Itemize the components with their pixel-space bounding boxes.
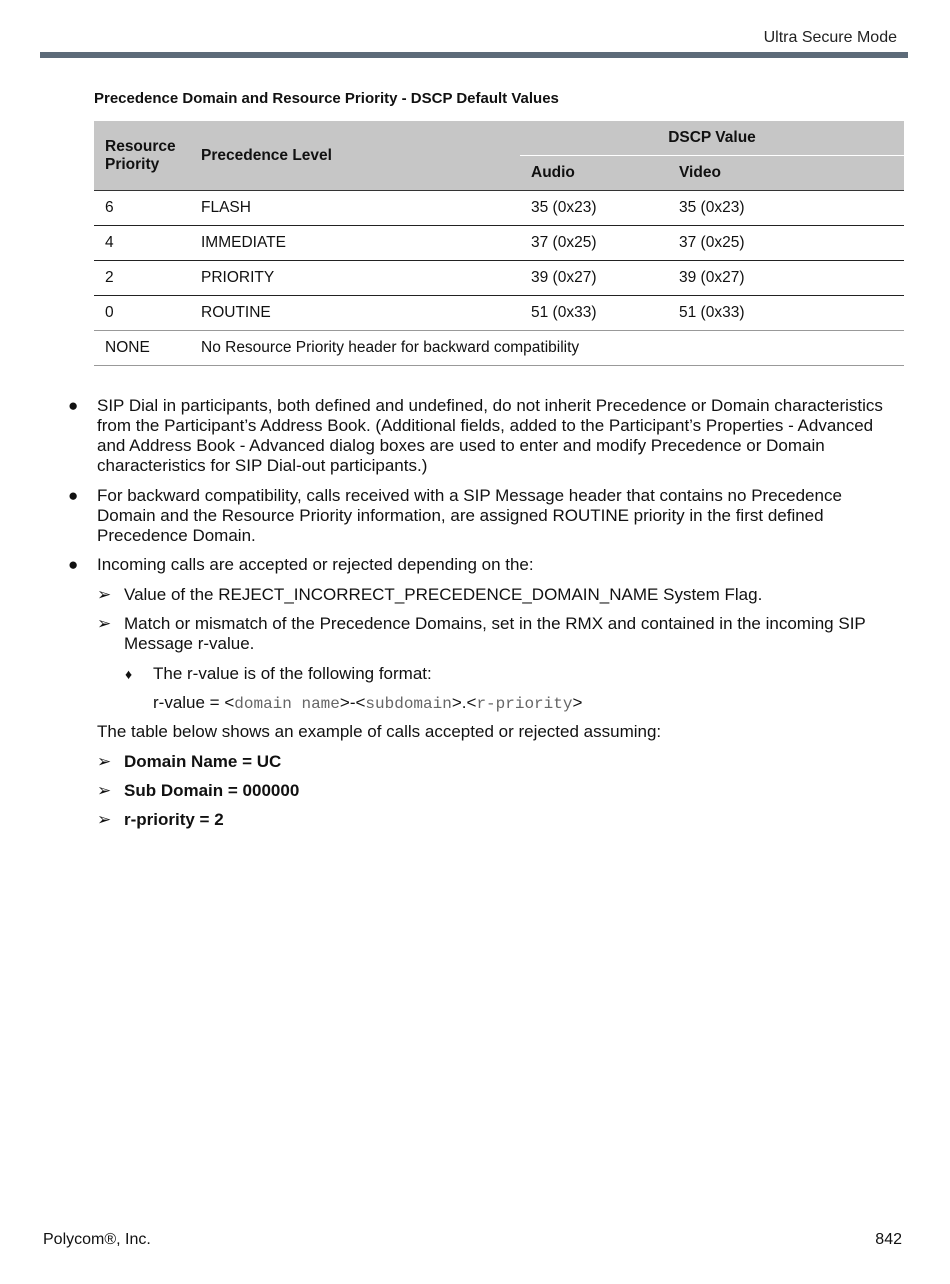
table-row [94,191,904,226]
header-resource-priority: Resource Priority [94,121,190,191]
cell-audio: 37 (0x25) [520,226,668,261]
cell-priority: 6 [94,191,190,226]
rvalue-suffix: > [572,693,583,712]
cell-level: FLASH [190,191,520,226]
cell-priority: 4 [94,226,190,261]
arrow-bullet-icon: ➢ [97,810,112,829]
header-audio: Audio [520,156,668,191]
rvalue-subdomain: subdomain [365,695,452,713]
cell-priority: 2 [94,261,190,296]
cell-level: ROUTINE [190,296,520,331]
rvalue-sep2: >.< [451,693,477,712]
cell-video: 51 (0x33) [668,296,904,331]
sub-bullet: Value of the REJECT_INCORRECT_PRECEDENCE_DOMAIN_NAME System Flag. [124,585,763,604]
diamond-bullet-icon: ♦ [125,666,133,682]
assumption-sub-domain: Sub Domain = 000000 [124,781,300,800]
cell-priority: 0 [94,296,190,331]
rvalue-prefix: r-value = < [153,693,235,712]
rvalue-format [153,693,582,714]
header-dscp-value: DSCP Value [520,121,904,156]
cell-level: IMMEDIATE [190,226,520,261]
bullet-dot-icon: ● [68,486,79,505]
footer-company: Polycom®, Inc. [43,1231,151,1248]
table-caption: Precedence Domain and Resource Priority - DSCP Default Values [94,90,559,107]
sub-sub-bullet: The r-value is of the following format: [153,664,432,683]
rvalue-sep1: >-< [339,693,366,712]
bullet-dot-icon: ● [68,555,79,574]
cell-video: 37 (0x25) [668,226,904,261]
sub-bullet: Match or mismatch of the Precedence Domains, set in the RMX and contained in the incoming SIP Message r-value. [124,614,866,653]
rvalue-priority: r-priority [476,695,573,713]
cell-audio: 39 (0x27) [520,261,668,296]
arrow-bullet-icon: ➢ [97,781,112,800]
cell-priority: NONE [94,331,190,366]
cell-video: 39 (0x27) [668,261,904,296]
cell-level: PRIORITY [190,261,520,296]
cell-audio: 51 (0x33) [520,296,668,331]
arrow-bullet-icon: ➢ [97,752,112,771]
assumption-r-priority: r-priority = 2 [124,810,224,829]
cell-video: 35 (0x23) [668,191,904,226]
bullet-paragraph: Incoming calls are accepted or rejected depending on the: [97,555,534,574]
assumption-domain-name: Domain Name = UC [124,752,282,771]
table-row [94,296,904,331]
header-title: Ultra Secure Mode [763,29,897,46]
bullet-paragraph: For backward compatibility, calls received with a SIP Message header that contains no Precedence Domain and the Resource Priority information, are assigned ROUTINE priority in the first defined Precedence Domain. [97,486,842,545]
dscp-table [94,121,904,366]
table-row [94,261,904,296]
arrow-bullet-icon: ➢ [97,614,112,633]
header-video: Video [668,156,904,191]
rvalue-domain: domain name [234,695,340,713]
header-rule [40,52,908,58]
table-intro: The table below shows an example of calls accepted or rejected assuming: [97,722,662,741]
bullet-paragraph: SIP Dial in participants, both defined and undefined, do not inherit Precedence or Domain characteristics from the Participant’s Address Book. (Additional fields, added to the Participant’s Properties - Advanced and Address Book - Advanced dialog boxes are used to enter and modify Precedence or Domain characteristics for SIP Dial-out participants.) [97,396,883,475]
table-row [94,226,904,261]
arrow-bullet-icon: ➢ [97,585,112,604]
cell-audio: 35 (0x23) [520,191,668,226]
footer-page-number: 842 [875,1231,902,1248]
bullet-dot-icon: ● [68,396,79,415]
header-precedence-level: Precedence Level [190,121,520,191]
table-row [94,331,904,366]
cell-note: No Resource Priority header for backward compatibility [190,331,904,366]
